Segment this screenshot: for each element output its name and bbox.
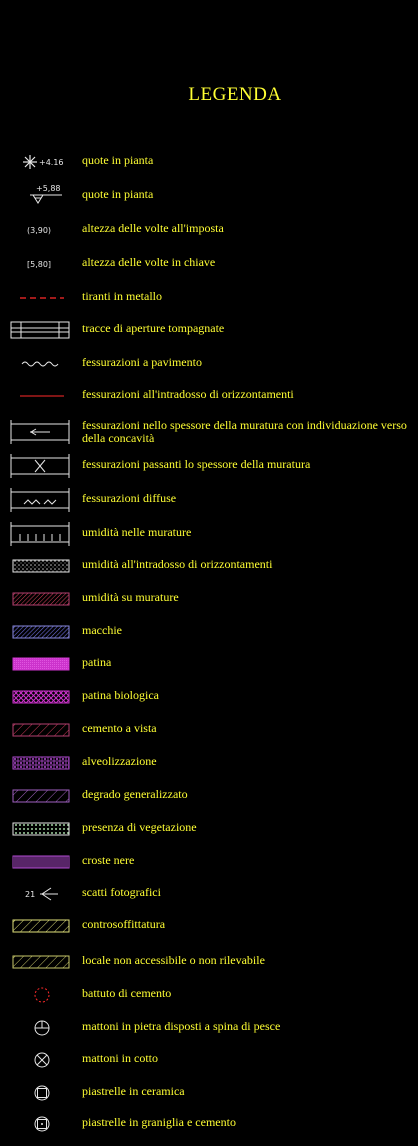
red-line-icon (6, 382, 74, 410)
legend-row (0, 486, 418, 514)
svg-text:+5,88: +5,88 (36, 184, 61, 193)
brackets-value-icon (6, 250, 74, 278)
legend-row (0, 880, 418, 908)
legend-label: fessurazioni diffuse (82, 491, 177, 505)
legend-row (0, 683, 418, 711)
legend-label: piastrelle in ceramica (82, 1084, 185, 1098)
crack-concavity-icon (6, 418, 74, 446)
brick-circle-icon (6, 1046, 74, 1074)
legend-label: altezza delle volte in chiave (82, 255, 216, 269)
yellow-hatch-swatch-icon (6, 912, 74, 940)
dotted-swatch-icon (6, 552, 74, 580)
legend-label: mattoni in cotto (82, 1051, 158, 1065)
legend-label: croste nere (82, 853, 135, 867)
legend-label: quote in pianta (82, 187, 154, 201)
magenta-fill-swatch-icon (6, 650, 74, 678)
legend-row (0, 948, 418, 976)
legend-row (0, 182, 418, 210)
through-crack-icon (6, 452, 74, 480)
camera-arrow-icon (6, 880, 74, 908)
legend-label: umidità su murature (82, 590, 179, 604)
legend-label: tiranti in metallo (82, 289, 162, 303)
legend-row (0, 912, 418, 940)
legend-row (0, 782, 418, 810)
magenta-crosshatch-swatch-icon (6, 683, 74, 711)
legend-label: fessurazioni nello spessore della muratura con individuazione verso della concavità (82, 418, 407, 445)
svg-text:(3,90): (3,90) (27, 226, 52, 235)
svg-text:+4.16: +4.16 (39, 158, 64, 167)
legend-row (0, 148, 418, 176)
legend-row (0, 1079, 418, 1107)
wall-moisture-icon (6, 520, 74, 548)
legend-label: presenza di vegetazione (82, 820, 197, 834)
vertical-lines-swatch-icon (6, 848, 74, 876)
legend-row (0, 618, 418, 646)
olive-hatch-swatch-icon (6, 948, 74, 976)
legend-label: umidità nelle murature (82, 525, 192, 539)
legend-row (0, 316, 418, 344)
cross-elevation-marker-icon (6, 148, 74, 176)
dashed-red-line-icon (6, 284, 74, 312)
legend-row (0, 585, 418, 613)
diffuse-crack-icon (6, 486, 74, 514)
legend-row (0, 716, 418, 744)
green-dots-swatch-icon (6, 815, 74, 843)
wavy-line-icon (6, 350, 74, 378)
purple-diagonal-swatch-icon (6, 782, 74, 810)
legend-label: battuto di cemento (82, 986, 172, 1000)
legend-label: cemento a vista (82, 721, 157, 735)
legend-label: patina biologica (82, 688, 159, 702)
legend-label: locale non accessibile o non rilevabile (82, 953, 265, 967)
legend-label: quote in pianta (82, 153, 154, 167)
legend-row (0, 848, 418, 876)
page-title: LEGENDA (188, 84, 282, 105)
filled-opening-icon (6, 316, 74, 344)
legend-row (0, 382, 418, 410)
svg-text:21: 21 (25, 890, 36, 899)
legend-row (0, 520, 418, 548)
legend-row (0, 418, 418, 446)
legend-row (0, 650, 418, 678)
legend-row (0, 552, 418, 580)
legend-label: altezza delle volte all'imposta (82, 221, 224, 235)
legend-label: patina (82, 655, 112, 669)
tile-circle-icon (6, 1079, 74, 1107)
purple-bricks-swatch-icon (6, 749, 74, 777)
parentheses-value-icon (6, 216, 74, 244)
dashed-circle-icon (6, 981, 74, 1009)
legend-label: fessurazioni a pavimento (82, 355, 202, 369)
legend-row (0, 815, 418, 843)
triangle-elevation-marker-icon (6, 182, 74, 210)
legend-row (0, 284, 418, 312)
red-diagonal-swatch-icon (6, 716, 74, 744)
legend-row (0, 1046, 418, 1074)
legend-row (0, 350, 418, 378)
legend-label: controsoffittatura (82, 917, 166, 931)
legend-row (0, 250, 418, 278)
legend-label: alveolizzazione (82, 754, 157, 768)
legend-label: scatti fotografici (82, 885, 161, 899)
legend-row (0, 981, 418, 1009)
legend-label: macchie (82, 623, 122, 637)
legend-row (0, 1014, 418, 1042)
legend-row (0, 216, 418, 244)
legend-label: tracce di aperture tompagnate (82, 321, 225, 335)
legend-label: piastrelle in graniglia e cemento (82, 1115, 236, 1129)
legend-label: fessurazioni all'intradosso di orizzontamenti (82, 387, 294, 401)
legend-row (0, 452, 418, 480)
blue-hatch-swatch-icon (6, 618, 74, 646)
svg-text:[5,80]: [5,80] (27, 260, 52, 269)
legend-row (0, 1110, 418, 1138)
herringbone-circle-icon (6, 1014, 74, 1042)
legend-label: degrado generalizzato (82, 787, 188, 801)
legend-row (0, 749, 418, 777)
legend-label: mattoni in pietra disposti a spina di pesce (82, 1019, 281, 1033)
legend-label: fessurazioni passanti lo spessore della muratura (82, 457, 311, 471)
red-hatch-swatch-icon (6, 585, 74, 613)
legend-label: umidità all'intradosso di orizzontamenti (82, 557, 273, 571)
grit-tile-circle-icon (6, 1110, 74, 1138)
